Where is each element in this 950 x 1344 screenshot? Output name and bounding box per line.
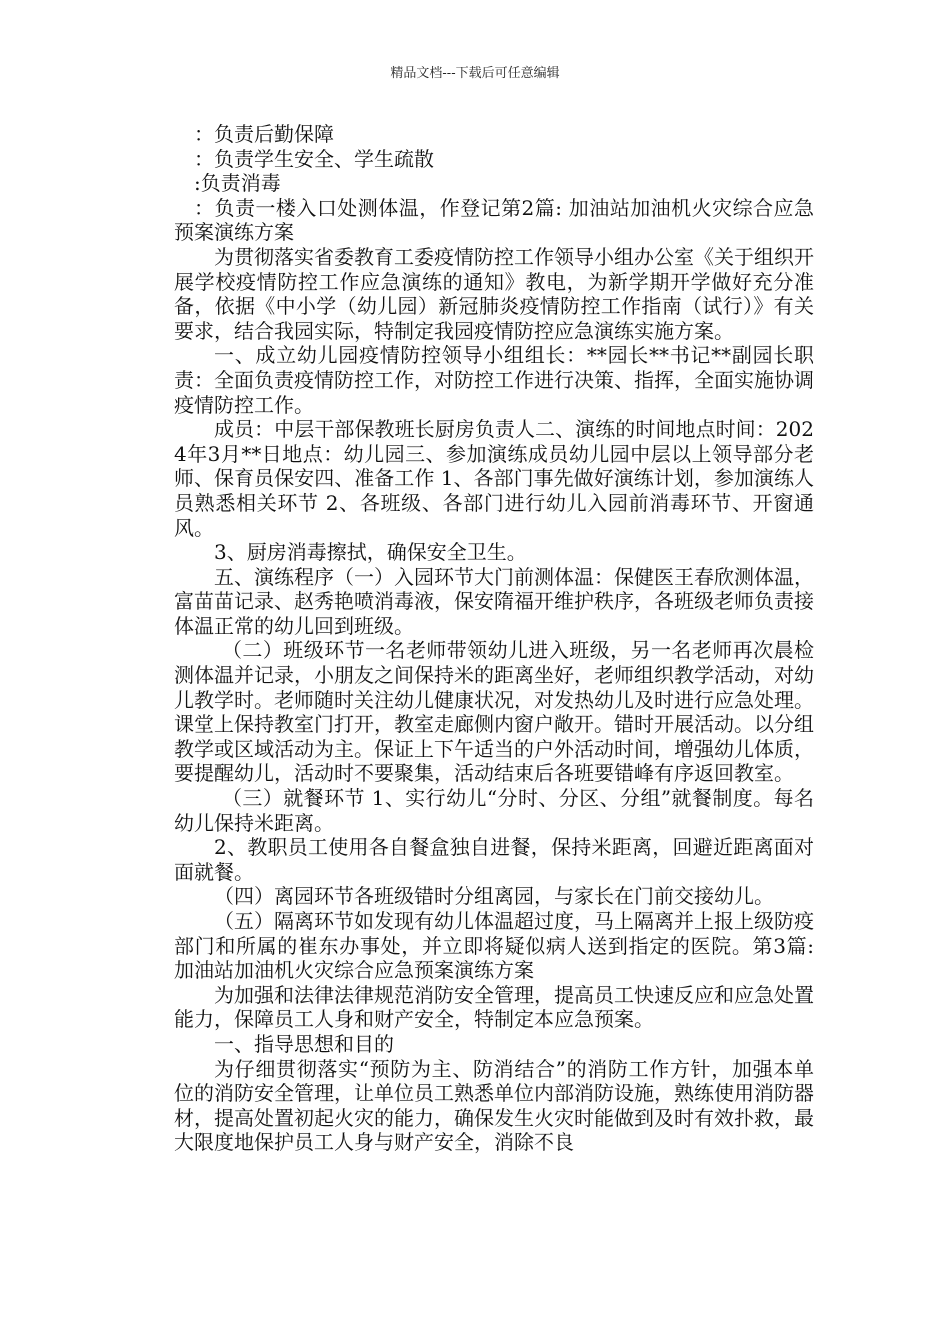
paragraph: 为仔细贯彻落实“预防为主、防消结合”的消防工作方针，加强本单位的消防安全管理，让单位员工熟悉单位内部消防设施，熟练使用消防器材，提高处置初起火灾的能力，确保发生火灾时能做到及时有效扑救，最大限度地保护员工人身与财产安全，消除不良: [174, 1056, 814, 1155]
section-heading: 一、指导思想和目的: [214, 1031, 394, 1056]
paragraph: （二）班级环节一名老师带领幼儿进入班级，另一名老师再次晨检测体温并记录，小朋友之间保持米的距离坐好，老师组织教学活动，对幼儿教学时。老师随时关注幼儿健康状况，对发热幼儿及时进行应急处理。课堂上保持教室门打开，教室走廊侧内窗户敞开。错时开展活动。以分组教学或区域活动为主。保证上下午适当的户外活动时间，增强幼儿体质，要提醒幼儿，活动时不要聚集，活动结束后各班要错峰有序返回教室。: [174, 638, 814, 786]
paragraph: 成员：中层干部保教班长厨房负责人二、演练的时间地点时间：2024年3月**日地点：幼儿园三、参加演练成员幼儿园中层以上领导部分老师、保育员保安四、准备工作 1、各部门事先做好演练计划，参加演练人员熟悉相关环节 2、各班级、各部门进行幼儿入园前消毒环节、开窗通风。: [174, 417, 814, 540]
paragraph: （四）离园环节各班级错时分组离园，与家长在门前交接幼儿。: [214, 884, 774, 909]
paragraph: ：负责后勤保障: [194, 122, 334, 146]
paragraph: 一、成立幼儿园疫情防控领导小组组长：**园长**书记**副园长职责：全面负责疫情防控工作，对防控工作进行决策、指挥，全面实施协调疫情防控工作。: [174, 343, 814, 417]
paragraph: （三）就餐环节 1、实行幼儿“分时、分区、分组”就餐制度。每名幼儿保持米距离。: [174, 786, 814, 835]
paragraph: 为贯彻落实省委教育工委疫情防控工作领导小组办公室《关于组织开展学校疫情防控工作应急演练的通知》教电，为新学期开学做好充分准备，依据《中小学（幼儿园）新冠肺炎疫情防控工作指南（试行）》有关要求，结合我园实际，特制定我园疫情防控应急演练实施方案。: [174, 244, 814, 343]
paragraph: :负责消毒: [194, 171, 281, 196]
paragraph: ：负责学生安全、学生疏散: [194, 146, 434, 171]
paragraph: ：负责一楼入口处测体温，作登记第2篇: 加油站加油机火灾综合应急预案演练方案: [174, 195, 814, 245]
paragraph: 五、演练程序（一）入园环节大门前测体温：保健医王春欣测体温，富苗苗记录、赵秀艳喷消毒液，保安隋福开维护秩序，各班级老师负责接体温正常的幼儿回到班级。: [174, 564, 814, 638]
page-header: 精品文档---下载后可任意编辑: [390, 66, 560, 81]
paragraph: 2、教职员工使用各自餐盒独自进餐，保持米距离，回避近距离面对面就餐。: [174, 835, 814, 884]
paragraph: （五）隔离环节如发现有幼儿体温超过度，马上隔离并上报上级防疫部门和所属的崔东办事处，并立即将疑似病人送到指定的医院。第3篇: 加油站加油机火灾综合应急预案演练方案: [174, 909, 814, 983]
paragraph: 3、厨房消毒擦拭，确保安全卫生。: [214, 540, 527, 565]
paragraph: 为加强和法律法律规范消防安全管理，提高员工快速反应和应急处置能力，保障员工人身和财产安全，特制定本应急预案。: [174, 982, 814, 1032]
document-body: [174, 122, 814, 1155]
